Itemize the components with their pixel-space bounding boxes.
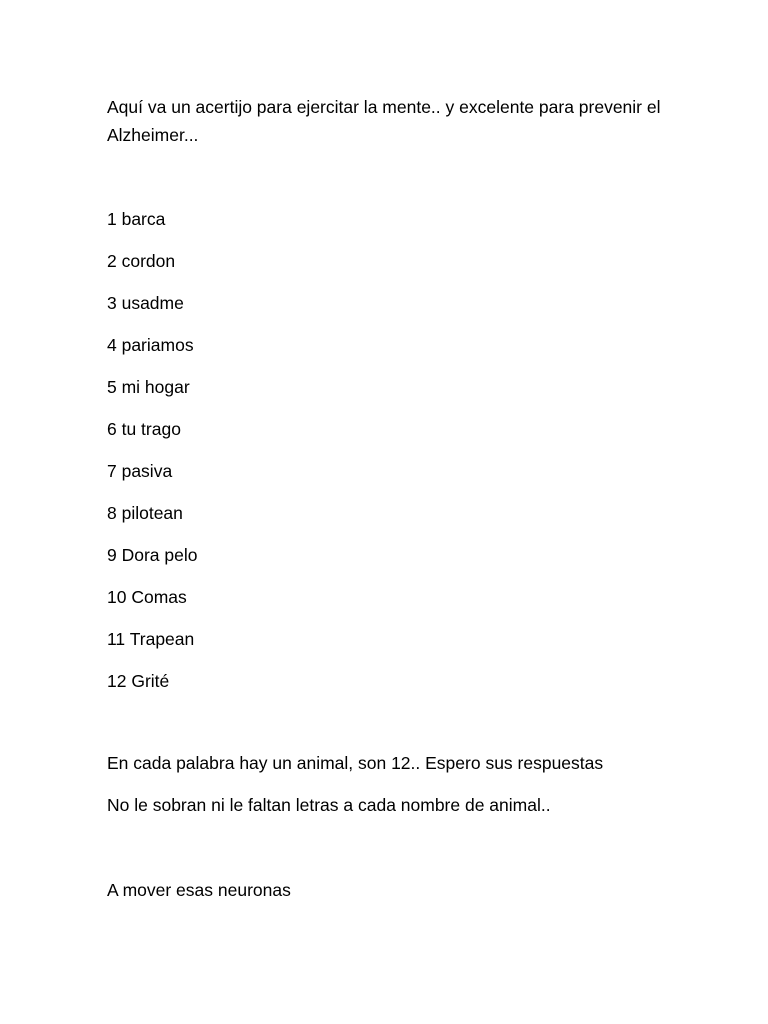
list-item: 3 usadme <box>107 293 184 313</box>
closing-line: No le sobran ni le faltan letras a cada nombre de animal.. <box>107 795 551 815</box>
intro-paragraph: Aquí va un acertijo para ejercitar la mente.. y excelente para prevenir el Alzheimer... <box>107 97 661 145</box>
list-item: 4 pariamos <box>107 335 194 355</box>
list-item: 6 tu trago <box>107 419 181 439</box>
list-item: 11 Trapean <box>107 629 195 649</box>
list-item: 7 pasiva <box>107 461 173 481</box>
document-body <box>107 93 667 900</box>
list-item: 5 mi hogar <box>107 377 190 397</box>
list-item: 8 pilotean <box>107 503 183 523</box>
list-item: 12 Grité <box>107 671 170 691</box>
riddle-list <box>107 207 197 711</box>
signoff-line: A mover esas neuronas <box>107 880 291 900</box>
closing-line: En cada palabra hay un animal, son 12.. Espero sus respuestas <box>107 753 604 773</box>
list-item: 9 Dora pelo <box>107 545 198 565</box>
list-item: 10 Comas <box>107 587 187 607</box>
list-item: 2 cordon <box>107 251 176 271</box>
list-item: 1 barca <box>107 209 166 229</box>
